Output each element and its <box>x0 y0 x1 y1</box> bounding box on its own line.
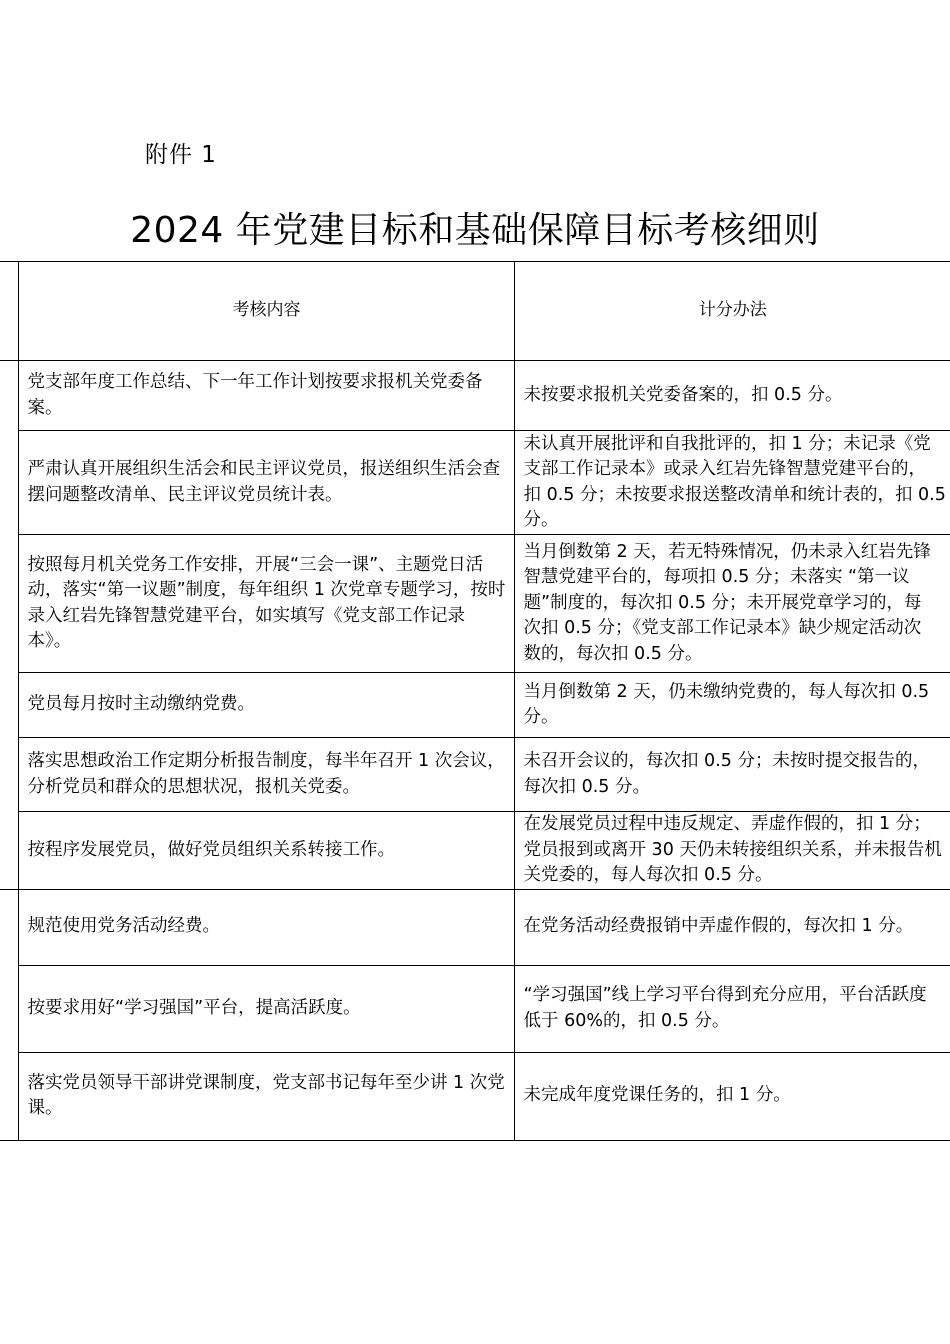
method-line: 次扣 0.5 分；《党支部工作记录本》缺少规定活动次 <box>523 618 922 639</box>
method-cell <box>514 738 950 812</box>
method-cell <box>514 965 950 1052</box>
table-row <box>0 535 950 673</box>
table-row <box>0 1052 950 1140</box>
content-cell: 落实党员领导干部讲党课制度，党支部书记每年至少讲 1 次党课。 <box>18 1052 514 1140</box>
method-line: 关党委的，每人每次扣 0.5 分。 <box>523 865 773 885</box>
content-cell: 落实思想政治工作定期分析报告制度，每半年召开 1 次会议，分析党员和群众的思想状况，报机关党委。 <box>18 738 514 812</box>
method-line: 未认真开展批评和自我批评的，扣 1 分；未记录《党 <box>523 433 931 454</box>
header-method: 计分办法 <box>514 262 950 361</box>
assessment-table <box>0 261 950 1141</box>
method-line: 未按要求报机关党委备案的，扣 0.5 分。 <box>523 384 843 405</box>
method-line: 扣 0.5 分；未按要求报送整改清单和统计表的，扣 0.5 <box>523 484 946 505</box>
content-cell: 按程序发展党员，做好党员组织关系转接工作。 <box>18 812 514 890</box>
header-content: 考核内容 <box>18 262 514 361</box>
table-row <box>0 965 950 1052</box>
method-line: 低于 60%的，扣 0.5 分。 <box>523 1010 730 1031</box>
content-cell: 严肃认真开展组织生活会和民主评议党员，报送组织生活会查摆问题整改清单、民主评议党员统计表。 <box>18 431 514 535</box>
content-cell: 党支部年度工作总结、下一年工作计划按要求报机关党委备案。 <box>18 361 514 431</box>
method-line: 分。 <box>523 510 559 530</box>
method-cell <box>514 361 950 431</box>
method-cell <box>514 812 950 890</box>
attachment-label: 附件 1 <box>145 142 217 168</box>
method-line: 数的，每次扣 0.5 分。 <box>523 643 703 664</box>
method-line: 分。 <box>523 707 559 727</box>
method-cell <box>514 889 950 965</box>
table-row <box>0 431 950 535</box>
method-line: 每次扣 0.5 分。 <box>523 776 650 797</box>
category-cell <box>0 262 18 361</box>
table-row <box>0 361 950 431</box>
method-line: 党员报到或离开 30 天仍未转接组织关系，并未报告机 <box>523 839 942 860</box>
content-cell: 按要求用好“学习强国”平台，提高活跃度。 <box>18 965 514 1052</box>
method-line: 在党务活动经费报销中弄虚作假的，每次扣 1 分。 <box>523 916 914 937</box>
method-line: 当月倒数第 2 天，仍未缴纳党费的，每人每次扣 0.5 <box>523 681 930 702</box>
document-title: 2024 年党建目标和基础保障目标考核细则 <box>130 210 820 251</box>
category-cell <box>0 361 18 890</box>
table-row <box>0 738 950 812</box>
table-header-row <box>0 262 950 361</box>
method-line: 支部工作记录本》或录入红岩先锋智慧党建平台的， <box>523 459 926 479</box>
method-line: 在发展党员过程中违反规定、弄虚作假的，扣 1 分； <box>523 814 931 834</box>
method-cell <box>514 431 950 535</box>
table-row <box>0 889 950 965</box>
method-cell <box>514 1052 950 1140</box>
method-line: 未完成年度党课任务的，扣 1 分。 <box>523 1085 791 1106</box>
table-row <box>0 812 950 890</box>
method-cell <box>514 673 950 738</box>
table-row <box>0 673 950 738</box>
method-line: “学习强国”线上学习平台得到充分应用，平台活跃度 <box>523 985 927 1005</box>
category-cell <box>0 889 18 1140</box>
method-line: 题”制度的，每次扣 0.5 分；未开展党章学习的，每 <box>523 592 922 613</box>
method-line: 未召开会议的，每次扣 0.5 分；未按时提交报告的， <box>523 751 930 771</box>
method-line: 智慧党建平台的，每项扣 0.5 分；未落实 “第一议 <box>523 567 910 588</box>
method-line: 当月倒数第 2 天，若无特殊情况，仍未录入红岩先锋 <box>523 541 931 562</box>
content-cell: 按照每月机关党务工作安排，开展“三会一课”、主题党日活动，落实“第一议题”制度，每年组织 1 次党章专题学习，按时录入红岩先锋智慧党建平台，如实填写《党支部工作记录本》。 <box>18 535 514 673</box>
content-cell: 规范使用党务活动经费。 <box>18 889 514 965</box>
content-cell: 党员每月按时主动缴纳党费。 <box>18 673 514 738</box>
method-cell <box>514 535 950 673</box>
